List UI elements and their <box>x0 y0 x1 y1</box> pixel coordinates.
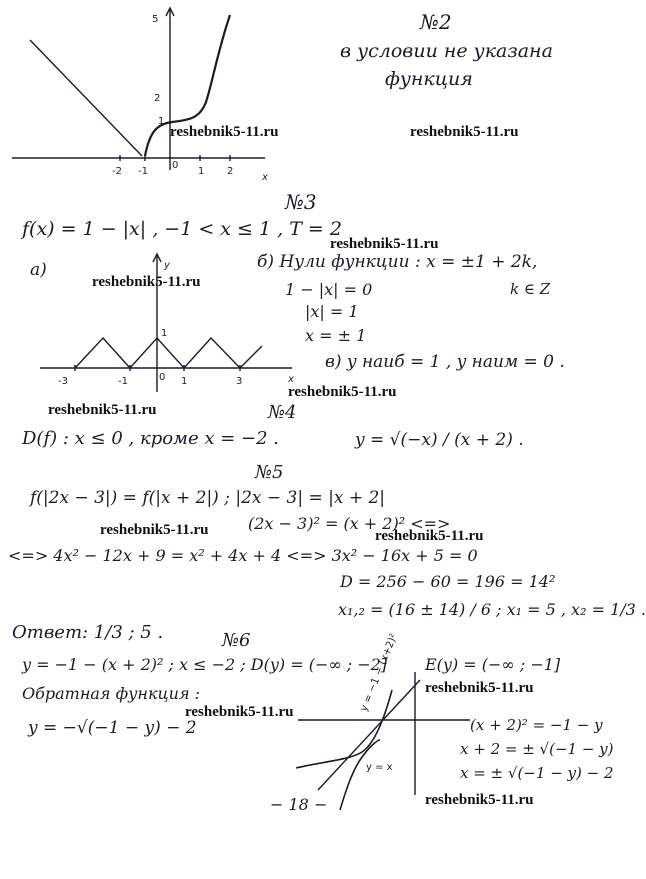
task3-part-a: а) <box>30 260 47 280</box>
graph1-tick-2: 2 <box>227 166 234 177</box>
watermark: reshebnik5-11.ru <box>92 274 201 290</box>
task4-function: y = √(−x) / (x + 2) . <box>355 430 524 450</box>
graph1-tick-1: 1 <box>198 166 205 177</box>
graph1-label-2: 2 <box>154 93 161 104</box>
graph1-label-1: 1 <box>158 116 165 127</box>
graph3-label-1: 1 <box>161 328 168 339</box>
task3-definition: f(x) = 1 − |x| , −1 < x ≤ 1 , T = 2 <box>22 218 342 240</box>
graph3-x-axis-label: x <box>288 374 294 385</box>
task5-eq2: (2x − 3)² = (x + 2)² <=> <box>248 514 451 533</box>
graph1-tick-m2: -2 <box>112 166 122 177</box>
task3-number: №3 <box>285 190 317 214</box>
watermark: reshebnik5-11.ru <box>170 124 279 140</box>
watermark: reshebnik5-11.ru <box>410 124 519 140</box>
page-number: − 18 − <box>270 795 328 814</box>
watermark: reshebnik5-11.ru <box>425 680 534 696</box>
task6-inverse-label: Обратная функция : <box>22 684 201 703</box>
task3-eq1: 1 − |x| = 0 <box>285 280 373 299</box>
watermark: reshebnik5-11.ru <box>48 402 157 418</box>
watermark: reshebnik5-11.ru <box>375 528 484 544</box>
task6-function: y = −1 − (x + 2)² ; x ≤ −2 ; D(y) = (−∞ ; −2] <box>22 655 388 674</box>
task3-k-set: k ∈ Z <box>510 280 551 298</box>
task6-work3: x = ± √(−1 − y) − 2 <box>460 764 614 782</box>
task2-number: №2 <box>420 10 452 34</box>
task3-eq2: |x| = 1 <box>305 302 359 321</box>
watermark: reshebnik5-11.ru <box>100 522 209 538</box>
task6-range: E(y) = (−∞ ; −1] <box>425 655 561 674</box>
graph3-y-axis-label: y <box>164 260 170 271</box>
task4-domain: D(f) : x ≤ 0 , кроме x = −2 . <box>22 428 280 449</box>
graph1-tick-m1: -1 <box>138 166 148 177</box>
graph3-tick-0: 0 <box>159 372 166 383</box>
graph3-tick-m3: -3 <box>58 376 68 387</box>
task6-work2: x + 2 = ± √(−1 − y) <box>460 740 614 758</box>
task2-line2: функция <box>385 68 473 90</box>
task5-number: №5 <box>255 462 284 483</box>
task5-discriminant: D = 256 − 60 = 196 = 14² <box>340 572 556 591</box>
watermark: reshebnik5-11.ru <box>288 384 397 400</box>
task5-eq3: <=> 4x² − 12x + 9 = x² + 4x + 4 <=> 3x² − 16x + 5 = 0 <box>8 546 478 565</box>
watermark: reshebnik5-11.ru <box>330 236 439 252</box>
task3-eq3: x = ± 1 <box>305 326 367 345</box>
task6-inverse: y = −√(−1 − y) − 2 <box>28 718 197 738</box>
graph1-label-5: 5 <box>152 14 159 25</box>
task4-number: №4 <box>268 402 297 423</box>
graph3-tick-m1: -1 <box>118 376 128 387</box>
watermark: reshebnik5-11.ru <box>185 704 294 720</box>
graph3-tick-3: 3 <box>236 376 243 387</box>
task5-roots: x₁,₂ = (16 ± 14) / 6 ; x₁ = 5 , x₂ = 1/3 . <box>338 600 646 619</box>
task3-part-v: в) y наиб = 1 , y наим = 0 . <box>325 352 565 372</box>
task5-answer: Ответ: 1/3 ; 5 . <box>12 622 164 643</box>
graph3-tick-1: 1 <box>181 376 188 387</box>
graph6-line-label: y = x <box>366 762 393 773</box>
task2-line1: в условии не указана <box>340 40 553 62</box>
task6-work1: (x + 2)² = −1 − y <box>470 716 603 734</box>
task5-eq1: f(|2x − 3|) = f(|x + 2|) ; |2x − 3| = |x + 2| <box>30 488 386 508</box>
graph1-tick-0: 0 <box>172 160 179 171</box>
watermark: reshebnik5-11.ru <box>425 792 534 808</box>
task3-part-b: б) Нули функции : x = ±1 + 2k, <box>257 252 538 272</box>
task6-number: №6 <box>222 630 251 651</box>
graph1-x-axis-label: x <box>262 172 268 183</box>
graph6-curve-label: y = −1 − (x+2)² <box>358 632 400 714</box>
